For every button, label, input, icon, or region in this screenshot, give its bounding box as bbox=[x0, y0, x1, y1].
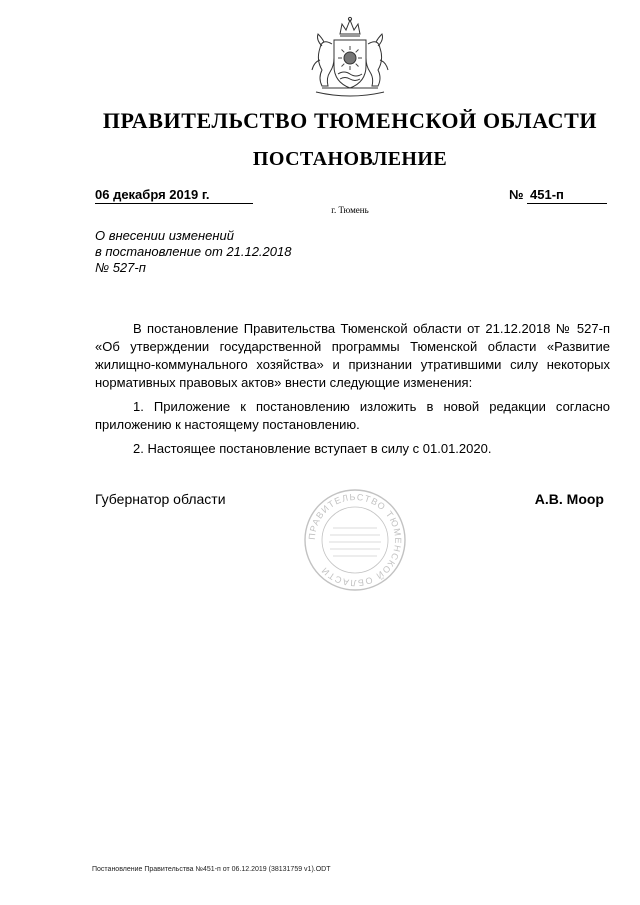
body-intro-paragraph: В постановление Правительства Тюменской области от 21.12.2018 № 527-п «Об утверждении государственной программы Тюменской области «Развитие жилищно-коммунального хозяйства» и признании утратившими силу некоторых нормативных правовых актов» внести следующие изменения: bbox=[95, 321, 610, 390]
body-item-2: 2. Настоящее постановление вступает в силу с 01.01.2020. bbox=[133, 441, 492, 456]
body-item-1: 1. Приложение к постановлению изложить в новой редакции согласно приложению к настоящему постановлению. bbox=[95, 399, 610, 432]
coat-of-arms-icon bbox=[308, 14, 392, 100]
document-body bbox=[95, 320, 610, 464]
document-type-title: ПОСТАНОВЛЕНИЕ bbox=[252, 148, 448, 170]
government-title: ПРАВИТЕЛЬСТВО ТЮМЕНСКОЙ ОБЛАСТИ bbox=[102, 108, 598, 133]
number-sign: № bbox=[509, 187, 524, 202]
seal-text: ПРАВИТЕЛЬСТВО ТЮМЕНСКОЙ ОБЛАСТИ bbox=[306, 491, 404, 589]
document-subject bbox=[95, 228, 355, 276]
subject-line: О внесении изменений bbox=[95, 228, 234, 243]
document-footer: Постановление Правительства №451-п от 06.12.2019 (38131759 v1).ODT bbox=[92, 866, 331, 873]
city-label: г. Тюмень bbox=[331, 205, 369, 215]
signer-name: А.В. Моор bbox=[534, 491, 604, 507]
subject-line: в постановление от 21.12.2018 bbox=[95, 244, 292, 259]
svg-text:ПРАВИТЕЛЬСТВО ТЮМЕНСКОЙ ОБЛАСТ bbox=[307, 492, 403, 588]
official-seal-icon bbox=[303, 488, 407, 592]
signer-title: Губернатор области bbox=[95, 491, 226, 507]
subject-line: № 527-п bbox=[95, 260, 146, 275]
document-date: 06 декабря 2019 г. bbox=[95, 187, 253, 204]
document-number: 451-п bbox=[527, 187, 607, 204]
